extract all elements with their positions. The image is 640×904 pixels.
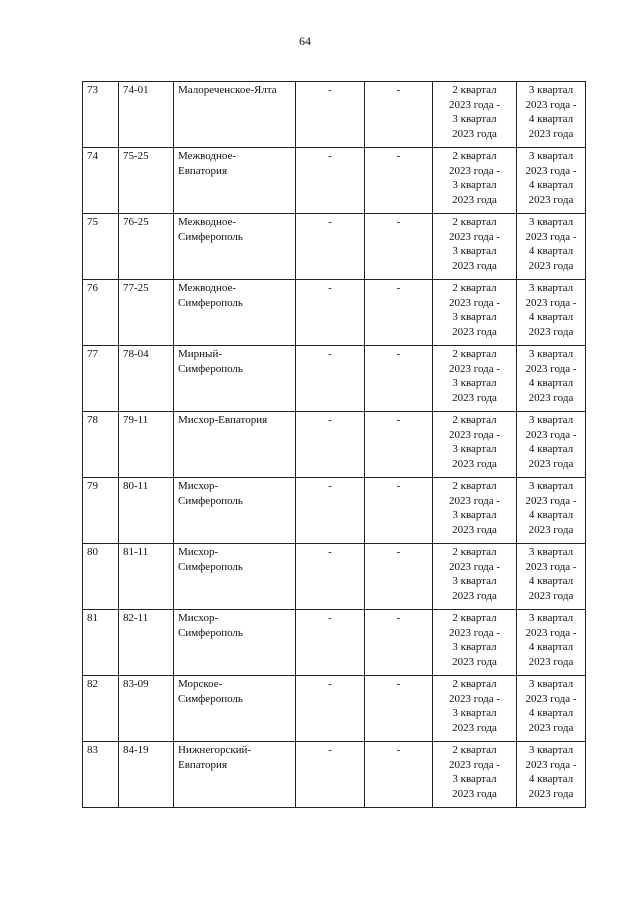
route-name-cell-line: Симферополь (178, 692, 243, 705)
end-period-cell-line: 2023 года (528, 457, 574, 470)
row-number-cell: 76 (83, 280, 119, 346)
end-period-cell-line: 4 квартал (528, 641, 574, 653)
route-code-cell: 82-11 (119, 610, 174, 676)
table-row (83, 544, 586, 610)
route-name-cell (174, 544, 296, 610)
dash-cell: - (365, 280, 433, 346)
start-period-cell (433, 544, 517, 610)
start-period-cell-line: 3 квартал (452, 509, 497, 521)
start-period-cell-line: 2 квартал (452, 414, 497, 426)
route-name-cell (174, 148, 296, 214)
end-period-cell-line: 4 квартал (528, 179, 574, 191)
start-period-cell-line: 2023 года (452, 193, 497, 206)
start-period-cell-line: 2 квартал (452, 282, 497, 294)
dash-cell: - (365, 148, 433, 214)
route-name-cell-line: Нижнегорский- (178, 744, 252, 756)
end-period-cell-line: 2023 года (528, 787, 574, 800)
start-period-cell-line: 2 квартал (452, 678, 497, 690)
start-period-cell-line: 2 квартал (452, 546, 497, 558)
end-period-cell-line: 4 квартал (528, 509, 574, 521)
route-code-cell: 80-11 (119, 478, 174, 544)
end-period-cell-line: 2023 года (528, 655, 574, 668)
start-period-cell-line: 3 квартал (452, 773, 497, 785)
end-period-cell-line: 2023 года (528, 721, 574, 734)
end-period-cell (517, 544, 586, 610)
table-body (83, 82, 586, 808)
start-period-cell (433, 742, 517, 808)
route-name-cell (174, 412, 296, 478)
route-name-cell (174, 280, 296, 346)
dash-cell: - (296, 280, 365, 346)
route-name-cell-line: Мисхор- (178, 612, 219, 624)
dash-cell: - (365, 346, 433, 412)
end-period-cell-line: 3 квартал (528, 612, 574, 624)
start-period-cell-line: 2023 года - (448, 494, 501, 507)
dash-cell: - (365, 676, 433, 742)
route-name-cell-line: Евпатория (178, 164, 228, 177)
route-name-cell (174, 610, 296, 676)
route-code-cell: 75-25 (119, 148, 174, 214)
route-name-cell-line: Малореченское-Ялта (178, 84, 277, 96)
end-period-cell (517, 346, 586, 412)
start-period-cell-line: 3 квартал (452, 245, 497, 257)
end-period-cell-line: 2023 года (528, 325, 574, 338)
dash-cell: - (365, 742, 433, 808)
route-name-cell-line: Мисхор- (178, 546, 219, 558)
row-number-cell: 80 (83, 544, 119, 610)
start-period-cell-line: 2023 года - (448, 98, 501, 111)
route-name-cell (174, 742, 296, 808)
route-code-cell: 76-25 (119, 214, 174, 280)
route-name-cell-line: Мисхор-Евпатория (178, 414, 268, 426)
start-period-cell-line: 3 квартал (452, 113, 497, 125)
route-code-cell: 77-25 (119, 280, 174, 346)
start-period-cell-line: 2 квартал (452, 150, 497, 162)
route-name-cell-line: Мирный- (178, 348, 222, 360)
dash-cell: - (365, 82, 433, 148)
start-period-cell-line: 2 квартал (452, 216, 497, 228)
end-period-cell-line: 4 квартал (528, 311, 574, 323)
start-period-cell-line: 2023 года - (448, 692, 501, 705)
route-code-cell: 81-11 (119, 544, 174, 610)
end-period-cell-line: 2023 года (528, 193, 574, 206)
end-period-cell (517, 82, 586, 148)
start-period-cell (433, 214, 517, 280)
end-period-cell-line: 4 квартал (528, 773, 574, 785)
end-period-cell-line: 3 квартал (528, 678, 574, 690)
route-name-cell-line: Симферополь (178, 560, 243, 573)
table-row (83, 280, 586, 346)
end-period-cell-line: 2023 года (528, 127, 574, 140)
dash-cell: - (365, 478, 433, 544)
route-name-cell-line: Симферополь (178, 362, 243, 375)
start-period-cell-line: 2023 года (452, 457, 497, 470)
start-period-cell (433, 478, 517, 544)
route-name-cell-line: Мисхор- (178, 480, 219, 492)
route-code-cell: 74-01 (119, 82, 174, 148)
route-name-cell (174, 214, 296, 280)
start-period-cell-line: 3 квартал (452, 377, 497, 389)
end-period-cell-line: 2023 года (528, 589, 574, 602)
start-period-cell (433, 280, 517, 346)
row-number-cell: 73 (83, 82, 119, 148)
route-code-cell: 79-11 (119, 412, 174, 478)
row-number-cell: 79 (83, 478, 119, 544)
start-period-cell-line: 2 квартал (452, 84, 497, 96)
route-name-cell-line: Межводное- (178, 216, 237, 228)
table-row (83, 82, 586, 148)
end-period-cell-line: 3 квартал (528, 414, 574, 426)
route-name-cell (174, 676, 296, 742)
end-period-cell-line: 4 квартал (528, 377, 574, 389)
dash-cell: - (296, 478, 365, 544)
start-period-cell-line: 2023 года (452, 787, 497, 800)
end-period-cell-line: 3 квартал (528, 348, 574, 360)
start-period-cell-line: 2023 года (452, 391, 497, 404)
route-name-cell-line: Морское- (178, 678, 223, 690)
dash-cell: - (296, 214, 365, 280)
row-number-cell: 81 (83, 610, 119, 676)
end-period-cell (517, 610, 586, 676)
table-row (83, 412, 586, 478)
route-name-cell-line: Межводное- (178, 282, 237, 294)
end-period-cell-line: 2023 года - (525, 758, 577, 771)
table-row (83, 742, 586, 808)
end-period-cell-line: 2023 года - (525, 560, 577, 573)
end-period-cell-line: 3 квартал (528, 282, 574, 294)
start-period-cell (433, 82, 517, 148)
start-period-cell-line: 2023 года - (448, 296, 501, 309)
route-name-cell-line: Евпатория (178, 758, 228, 771)
end-period-cell (517, 148, 586, 214)
start-period-cell-line: 2023 года (452, 721, 497, 734)
end-period-cell-line: 3 квартал (528, 546, 574, 558)
end-period-cell-line: 2023 года - (525, 98, 577, 111)
start-period-cell-line: 2023 года (452, 127, 497, 140)
start-period-cell-line: 3 квартал (452, 707, 497, 719)
row-number-cell: 77 (83, 346, 119, 412)
end-period-cell-line: 2023 года - (525, 428, 577, 441)
end-period-cell-line: 2023 года - (525, 692, 577, 705)
end-period-cell-line: 2023 года - (525, 626, 577, 639)
route-code-cell: 84-19 (119, 742, 174, 808)
end-period-cell-line: 4 квартал (528, 707, 574, 719)
end-period-cell-line: 2023 года (528, 391, 574, 404)
table-row (83, 478, 586, 544)
row-number-cell: 75 (83, 214, 119, 280)
dash-cell: - (296, 148, 365, 214)
table-row (83, 214, 586, 280)
end-period-cell (517, 742, 586, 808)
start-period-cell (433, 610, 517, 676)
end-period-cell-line: 3 квартал (528, 216, 574, 228)
end-period-cell-line: 2023 года - (525, 296, 577, 309)
start-period-cell (433, 412, 517, 478)
end-period-cell (517, 280, 586, 346)
end-period-cell-line: 2023 года (528, 259, 574, 272)
end-period-cell-line: 2023 года - (525, 362, 577, 375)
route-name-cell (174, 478, 296, 544)
start-period-cell-line: 2 квартал (452, 612, 497, 624)
end-period-cell (517, 676, 586, 742)
start-period-cell-line: 2023 года - (448, 164, 501, 177)
start-period-cell-line: 2 квартал (452, 480, 497, 492)
start-period-cell-line: 2023 года - (448, 626, 501, 639)
route-name-cell-line: Симферополь (178, 626, 243, 639)
route-name-cell-line: Симферополь (178, 296, 243, 309)
end-period-cell-line: 4 квартал (528, 113, 574, 125)
end-period-cell-line: 3 квартал (528, 744, 574, 756)
dash-cell: - (365, 610, 433, 676)
start-period-cell-line: 3 квартал (452, 179, 497, 191)
start-period-cell-line: 3 квартал (452, 311, 497, 323)
dash-cell: - (365, 544, 433, 610)
start-period-cell-line: 2023 года (452, 655, 497, 668)
table-row (83, 676, 586, 742)
row-number-cell: 82 (83, 676, 119, 742)
dash-cell: - (296, 82, 365, 148)
start-period-cell (433, 676, 517, 742)
start-period-cell-line: 3 квартал (452, 641, 497, 653)
start-period-cell-line: 3 квартал (452, 443, 497, 455)
start-period-cell-line: 2023 года - (448, 560, 501, 573)
start-period-cell-line: 2023 года - (448, 230, 501, 243)
row-number-cell: 74 (83, 148, 119, 214)
end-period-cell (517, 214, 586, 280)
start-period-cell-line: 2023 года - (448, 758, 501, 771)
route-name-cell-line: Симферополь (178, 494, 243, 507)
start-period-cell-line: 2023 года (452, 259, 497, 272)
end-period-cell-line: 3 квартал (528, 480, 574, 492)
table-row (83, 346, 586, 412)
dash-cell: - (296, 742, 365, 808)
start-period-cell (433, 346, 517, 412)
table-row (83, 148, 586, 214)
route-name-cell-line: Симферополь (178, 230, 243, 243)
start-period-cell-line: 2023 года - (448, 428, 501, 441)
end-period-cell-line: 2023 года (528, 523, 574, 536)
end-period-cell-line: 3 квартал (528, 84, 574, 96)
start-period-cell-line: 2023 года (452, 589, 497, 602)
dash-cell: - (365, 214, 433, 280)
routes-table (82, 81, 586, 808)
table-row (83, 610, 586, 676)
start-period-cell-line: 2023 года - (448, 362, 501, 375)
end-period-cell-line: 3 квартал (528, 150, 574, 162)
start-period-cell-line: 3 квартал (452, 575, 497, 587)
end-period-cell-line: 4 квартал (528, 443, 574, 455)
route-name-cell-line: Межводное- (178, 150, 237, 162)
route-name-cell (174, 82, 296, 148)
route-name-cell (174, 346, 296, 412)
dash-cell: - (296, 544, 365, 610)
route-code-cell: 78-04 (119, 346, 174, 412)
end-period-cell-line: 2023 года - (525, 164, 577, 177)
dash-cell: - (365, 412, 433, 478)
route-code-cell: 83-09 (119, 676, 174, 742)
dash-cell: - (296, 346, 365, 412)
end-period-cell-line: 4 квартал (528, 245, 574, 257)
row-number-cell: 78 (83, 412, 119, 478)
start-period-cell-line: 2023 года (452, 325, 497, 338)
dash-cell: - (296, 610, 365, 676)
start-period-cell-line: 2 квартал (452, 744, 497, 756)
page-number: 64 (299, 34, 311, 48)
dash-cell: - (296, 412, 365, 478)
start-period-cell (433, 148, 517, 214)
start-period-cell-line: 2023 года (452, 523, 497, 536)
end-period-cell (517, 412, 586, 478)
start-period-cell-line: 2 квартал (452, 348, 497, 360)
end-period-cell-line: 2023 года - (525, 494, 577, 507)
dash-cell: - (296, 676, 365, 742)
end-period-cell (517, 478, 586, 544)
end-period-cell-line: 4 квартал (528, 575, 574, 587)
end-period-cell-line: 2023 года - (525, 230, 577, 243)
row-number-cell: 83 (83, 742, 119, 808)
